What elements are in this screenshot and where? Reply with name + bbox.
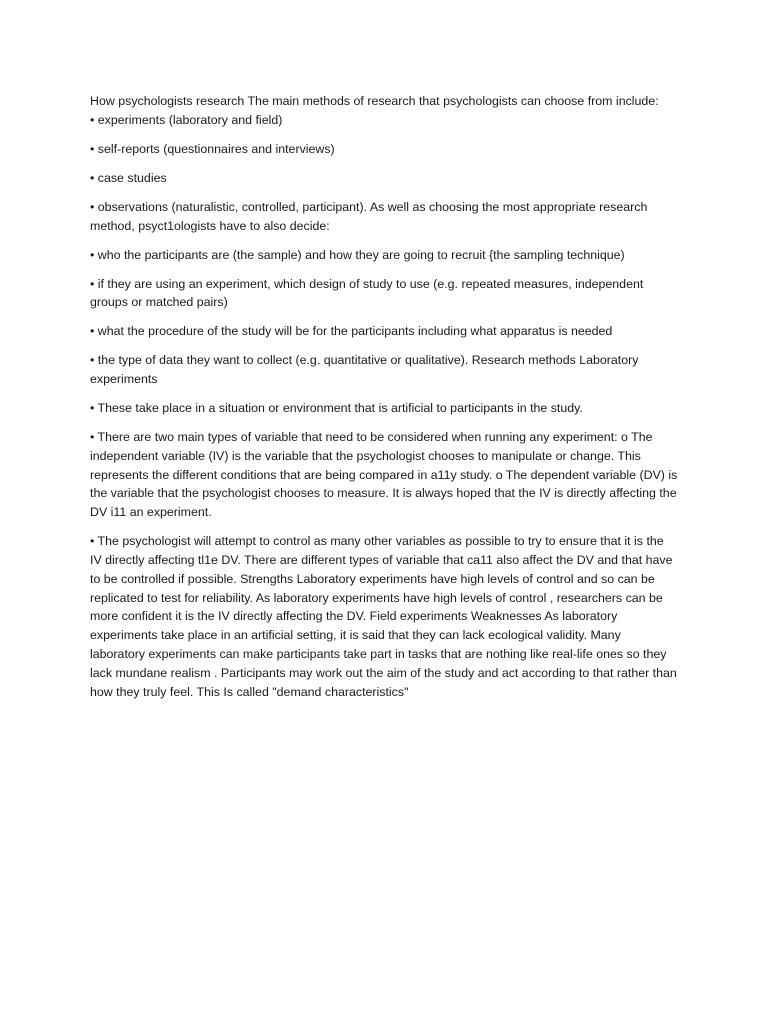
list-item-design: • if they are using an experiment, which design of study to use (e.g. repeated measures, independent groups or matched pairs) (90, 276, 644, 310)
list-item-procedure: • what the procedure of the study will be for the participants including what apparatus is needed (90, 324, 613, 339)
document-body (90, 92, 678, 712)
list-item-observations: • observations (naturalistic, controlled, participant). As well as choosing the most appropriate research method, psyct1ologists have to also decide: (90, 199, 648, 233)
list-item-artificial-setting: • These take place in a situation or environment that is artificial to participants in the study. (90, 401, 583, 416)
list-item-variables: • There are two main types of variable that need to be considered when running any experiment: o The independent variable (IV) is the variable that the psychologist chooses to manipulate or change. This represents the different conditions that are being compared in a11y study. o The dependent variable (DV) is the variable that the psychologist chooses to measure. It is always hoped that the IV is directly affecting the DV i11 an experiment. (90, 430, 678, 520)
list-item-self-reports: • self-reports (questionnaires and interviews) (90, 141, 335, 156)
list-item-data-type: • the type of data they want to collect (e.g. quantitative or qualitative). Research methods Laboratory experiments (90, 353, 639, 387)
document-intro: How psychologists research The main methods of research that psychologists can choose from include: (90, 94, 659, 108)
list-item-experiments: • experiments (laboratory and field) (90, 112, 283, 127)
list-item-participants: • who the participants are (the sample) and how they are going to recruit {the sampling technique) (90, 247, 625, 262)
list-item-control: • The psychologist will attempt to control as many other variables as possible to try to ensure that it is the IV directly affecting tl1e DV. There are different types of variable that ca11 also affect the DV and that have to be controlled if possible. Strengths Laboratory experiments have high levels of control and so can be replicated to test for reliability. As laboratory experiments have high levels of control , researchers can be more confident it is the IV directly affecting the DV. Field experiments Weaknesses As laboratory experiments take place in an artificial setting, it is said that they can lack ecological validity. Many laboratory experiments can make participants take part in tasks that are nothing like real-life ones so they lack mundane realism . Participants may work out the aim of the study and act according to that rather than how they truly feel. This Is called "demand characteristics" (90, 534, 677, 699)
list-item-case-studies: • case studies (90, 170, 167, 185)
